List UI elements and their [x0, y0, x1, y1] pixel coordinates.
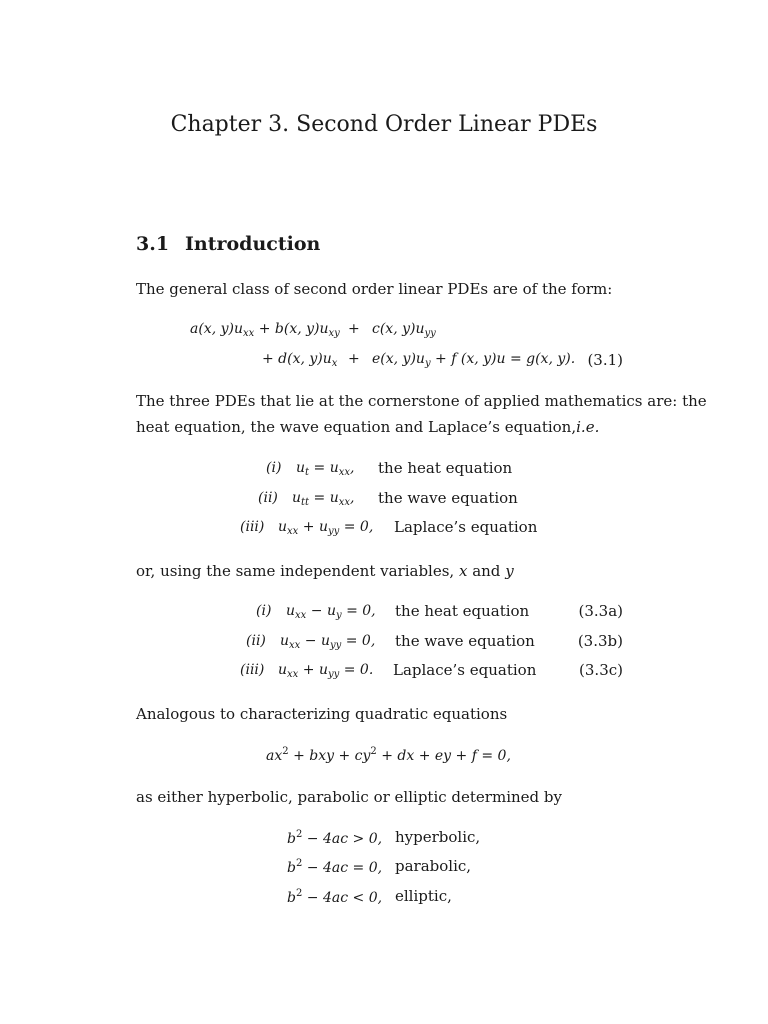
list1-label-iii: (iii): [240, 519, 265, 535]
list2-label-iii: (iii): [240, 662, 265, 678]
list2-desc-ii: the wave equation: [395, 632, 535, 650]
list2-label-i: (i): [256, 603, 272, 619]
list2-desc-iii: Laplace’s equation: [393, 661, 537, 679]
discriminant-elliptic: $b^2 - 4ac < 0$,: [287, 888, 383, 906]
list1-desc-iii: Laplace’s equation: [394, 518, 538, 536]
eq31-line2-right: e(x, $y)u_y + f$ (x, y)u = g(x, y).: [372, 351, 576, 369]
list1-label-i: (i): [266, 460, 282, 476]
section-heading: [136, 233, 320, 255]
desc-parabolic: parabolic,: [395, 857, 472, 875]
intro-paragraph: The general class of second order linear PDEs are of the form:: [136, 280, 613, 298]
eq31-line1-plus: +: [348, 321, 360, 337]
list2-eq-ii: $u_{xx} - u_{yy} = 0$,: [280, 633, 376, 651]
eq33a-number: (3.3a): [578, 602, 623, 620]
eq31-line1-right: c(x, $y)u_{yy}$: [372, 321, 436, 339]
discriminant-parabolic: $b^2 - 4ac = 0$,: [287, 858, 383, 876]
paragraph-independent-variables: or, using the same independent variables, x and y: [136, 562, 514, 580]
list1-eq-iii: $u_{xx} + u_{yy} = 0$,: [278, 519, 374, 537]
eq33c-number: (3.3c): [579, 661, 623, 679]
list2-desc-i: the heat equation: [395, 602, 530, 620]
paragraph-analogous: Analogous to characterizing quadratic equations: [136, 705, 508, 723]
list2-eq-i: $u_{xx} - u_y = 0$,: [286, 603, 376, 621]
eq33b-number: (3.3b): [577, 632, 623, 650]
list2-label-ii: (ii): [246, 633, 266, 649]
paragraph-cornerstone-line1: The three PDEs that lie at the cornerstone of applied mathematics are: the: [136, 392, 707, 410]
list1-desc-i: the heat equation: [378, 459, 513, 477]
eq31-line1-left: a(x, $y)u_{xx} + b(x$, $y)u_{xy}$: [190, 321, 340, 339]
discriminant-hyperbolic: $b^2 - 4ac > 0$,: [287, 829, 383, 847]
section-number: 3.1: [136, 233, 170, 255]
list1-eq-ii: $u_{tt} = u_{xx}$,: [292, 490, 355, 508]
paragraph-determined-by: as either hyperbolic, parabolic or elliptic determined by: [136, 788, 562, 806]
eq31-number: (3.1): [587, 351, 623, 369]
desc-elliptic: elliptic,: [395, 887, 452, 905]
paragraph-cornerstone-line2: heat equation, the wave equation and Laplace’s equation,i.e.: [136, 418, 600, 436]
chapter-title: Chapter 3. Second Order Linear PDEs: [170, 112, 598, 137]
eq31-line2-left: + d(x, $y)u_x$: [262, 351, 338, 369]
list1-eq-i: $u_t = u_{xx}$,: [296, 460, 355, 478]
list1-desc-ii: the wave equation: [378, 489, 518, 507]
eq31-line2-plus: +: [348, 351, 360, 367]
desc-hyperbolic: hyperbolic,: [395, 828, 481, 846]
section-title: Introduction: [185, 233, 321, 255]
list1-label-ii: (ii): [258, 490, 278, 506]
list2-eq-iii: $u_{xx} + u_{yy} = 0$.: [278, 662, 374, 680]
quadratic-equation: $ax^2$ + bxy + $cy^2$ + dx + ey + f = 0,: [266, 746, 511, 764]
